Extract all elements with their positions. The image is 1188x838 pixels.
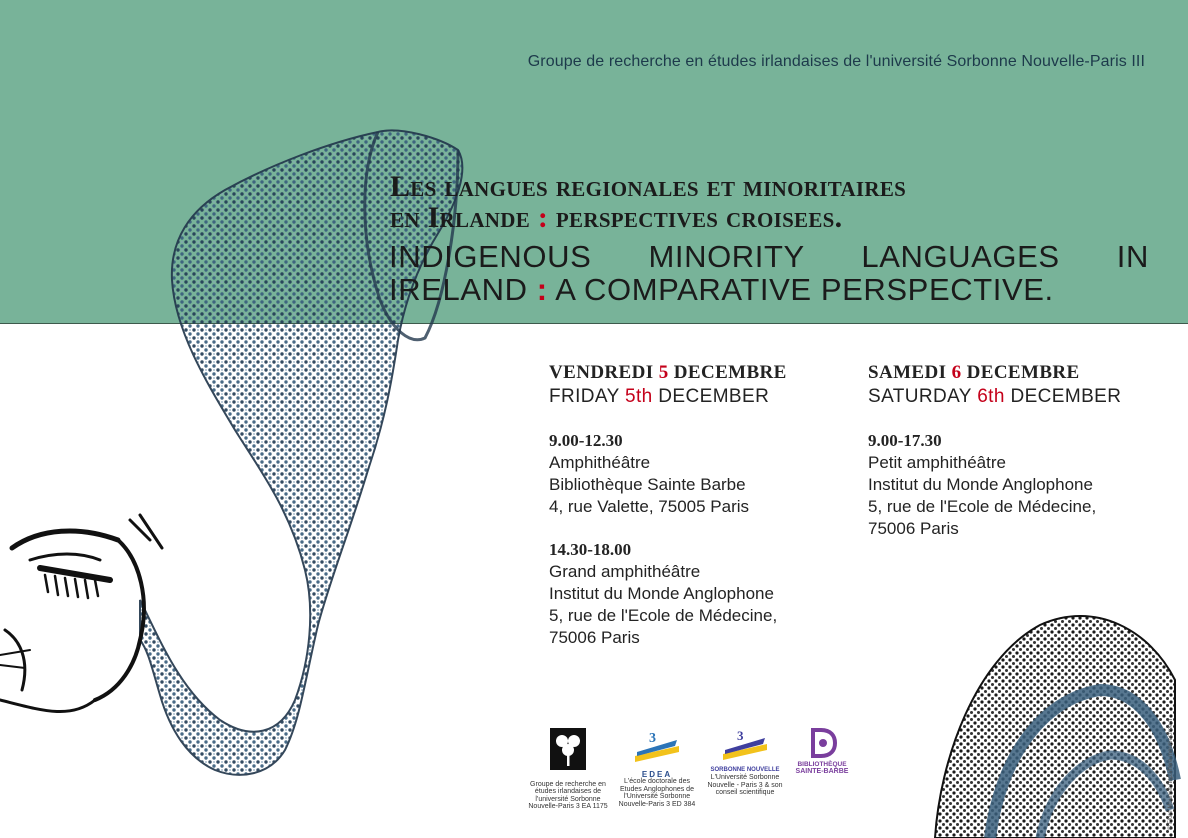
friday-slot-2: [549, 539, 849, 649]
friday-slot-2-line: Grand amphithéâtre: [549, 562, 701, 581]
friday-en-month: DECEMBER: [652, 386, 770, 407]
friday-slot-2-line: Institut du Monde Anglophone: [549, 584, 774, 603]
bibliotheque-logo-icon: [807, 728, 837, 758]
bsb-line1: BIBLIOTHÈQUE: [797, 760, 847, 768]
saturday-slot-1: [868, 430, 1168, 540]
friday-fr-month: DECEMBRE: [668, 362, 787, 383]
logo-usn-caption: L'Université Sorbonne Nouvelle - Paris 3 & son conseil scientifique: [707, 774, 783, 796]
saturday-slot-1-line: Institut du Monde Anglophone: [868, 475, 1093, 494]
saturday-fr-day: SAMEDI: [868, 362, 952, 383]
friday-slot-1-time: 9.00-12.30: [549, 431, 623, 450]
title-english-line2-b: A COMPARATIVE PERSPECTIVE.: [547, 272, 1054, 307]
title-english-line2: [389, 272, 1054, 307]
saturday-fr-month: DECEMBRE: [961, 362, 1080, 383]
title-english-line1: INDIGENOUS MINORITY LANGUAGES IN: [389, 239, 1149, 274]
title-french-line2-b: perspectives croisees.: [548, 201, 843, 234]
title-english-colon: :: [536, 272, 548, 307]
shamrock-logo-icon: [550, 728, 586, 770]
logo-gree-caption: Groupe de recherche en études irlandaises de l'université Sorbonne Nouvelle-Paris 3 EA 1175: [528, 780, 608, 810]
saturday-fr-number: 6: [951, 362, 962, 383]
friday-column: [549, 361, 849, 649]
logo-gree: [528, 728, 608, 811]
edea-mark: EDEA: [641, 769, 673, 779]
saturday-slot-1-line: 5, rue de l'Ecole de Médecine,: [868, 497, 1097, 516]
saturday-en-month: DECEMBER: [1004, 386, 1122, 407]
logo-edea-caption: L'école doctorale des Etudes Anglophones de l'Université Sorbonne Nouvelle-Paris 3 ED 384: [618, 778, 696, 808]
friday-heading-en: [549, 385, 849, 409]
saturday-slot-1-line: 75006 Paris: [868, 519, 959, 538]
logo-bsb: [792, 728, 852, 776]
face-sketch-drawing: [0, 515, 162, 712]
edea-logo-icon: [631, 728, 683, 768]
logo-usn: [706, 728, 784, 797]
saturday-slot-1-line: Petit amphithéâtre: [868, 453, 1006, 472]
illustration-credit: © Flore Mounier http://flore.mounier.free.fr: [1168, 718, 1174, 830]
friday-slot-1-line: Amphithéâtre: [549, 453, 651, 472]
friday-heading-fr: [549, 361, 849, 385]
friday-slot-1: [549, 430, 849, 518]
title-english: [389, 240, 1149, 306]
saturday-en-number: 6th: [977, 386, 1005, 407]
sorbonne-logo-icon: [719, 728, 771, 764]
research-group-line: Groupe de recherche en études irlandaises de l'université Sorbonne Nouvelle-Paris III: [527, 53, 1145, 70]
friday-slot-1-line: Bibliothèque Sainte Barbe: [549, 475, 746, 494]
friday-slot-2-line: 75006 Paris: [549, 628, 640, 647]
usn-mark: SORBONNE NOUVELLE: [710, 766, 780, 773]
saturday-heading-en: [868, 385, 1168, 409]
bsb-line2: SAINTE-BARBE: [795, 768, 849, 775]
friday-en-day: FRIDAY: [549, 386, 625, 407]
partner-logos: [520, 728, 860, 828]
friday-slot-2-time: 14.30-18.00: [549, 540, 632, 559]
saturday-slot-1-time: 9.00-17.30: [868, 431, 942, 450]
title-french: [390, 171, 1150, 233]
title-french-line1: Les langues regionales et minoritaires: [390, 170, 907, 203]
saturday-heading-fr: [868, 361, 1168, 385]
title-french-line2-a: en Irlande: [390, 201, 538, 234]
svg-text:3: 3: [737, 728, 744, 743]
saturday-en-day: SATURDAY: [868, 386, 978, 407]
title-french-colon: :: [537, 201, 549, 234]
saturday-column: [868, 361, 1168, 540]
title-french-line2: [390, 202, 1150, 233]
friday-slot-1-line: 4, rue Valette, 75005 Paris: [549, 497, 750, 516]
title-english-line2-a: IRELAND: [389, 272, 537, 307]
friday-en-number: 5th: [625, 386, 653, 407]
friday-fr-day: VENDREDI: [549, 362, 659, 383]
logo-edea: [618, 728, 696, 808]
friday-slot-2-line: 5, rue de l'Ecole de Médecine,: [549, 606, 778, 625]
friday-fr-number: 5: [658, 362, 669, 383]
svg-text:3: 3: [649, 731, 656, 746]
